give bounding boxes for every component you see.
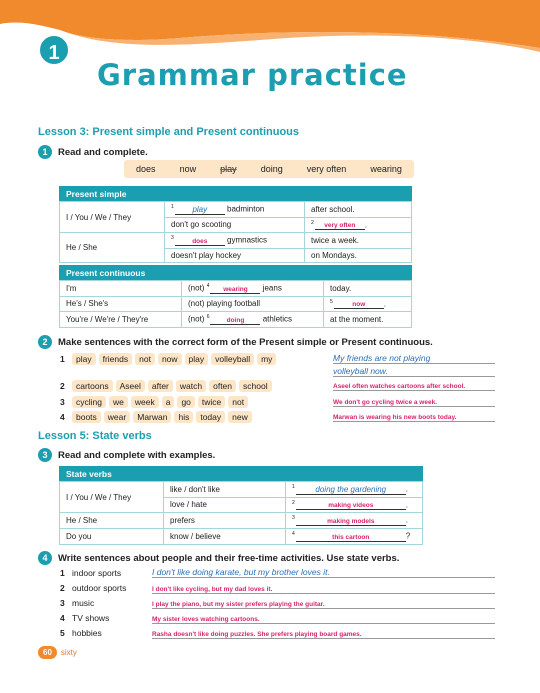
state-verbs-table [59,466,423,545]
sup: 3 [292,515,295,522]
task2-answer-1a: My friends are not playing [333,353,495,364]
task4-answer-5: Rasha doesn't like doing puzzles. She prefers playing board games. [152,631,495,639]
task3-number: 3 [38,448,52,462]
word-chip: not [135,353,155,365]
wordbank [124,160,414,178]
answer-blank: this cartoon [296,534,406,542]
item-number: 4 [60,613,65,623]
punct: ? [405,531,411,541]
adverb-cell: on Mondays. [305,248,412,262]
task3-text: Read and complete with examples. [58,449,216,461]
verb-cell: like / don't like [164,482,286,498]
sup: 3 [171,235,174,242]
verb-cell: doesn't play hockey [165,248,305,262]
task2-answer-3: We don't go cycling twice a week. [333,399,495,407]
unit-number-badge: 1 [37,33,71,67]
present-continuous-table [59,265,412,328]
answer-cell [286,497,423,513]
answer-blank: making videos [296,502,406,510]
word-chip: today [196,411,225,423]
adverb-cell [305,217,412,233]
subject-cell: He's / She's [60,296,182,312]
answer-blank: play [175,205,225,215]
task1-instruction [38,145,148,159]
word-chip: now [158,353,182,365]
word-chip: new [228,411,252,423]
answer-cell [286,528,423,544]
word-chip: after [148,380,173,392]
post-text: athletics [262,314,293,324]
task2-item-1 [60,353,279,365]
word-chip: wear [104,411,130,423]
word-chip: volleyball [211,353,254,365]
verb-cell [182,281,324,297]
table-row [60,281,412,297]
word-chip: cycling [72,396,106,408]
page-number: 60 [38,646,57,659]
word-chip: school [239,380,272,392]
sup: 1 [292,484,295,490]
answer-blank: does [175,238,225,246]
task3-instruction [38,448,215,462]
answer-blank: doing the gardening [296,485,406,495]
task2-answer-1b: volleyball now. [333,366,495,377]
verb-cell: prefers [164,513,286,529]
word-chip: twice [198,396,225,408]
word-chip: watch [176,380,206,392]
word-chip: my [257,353,276,365]
table-row [60,482,423,498]
punct: . [405,500,409,510]
lesson5-heading: Lesson 5: State verbs [38,430,152,442]
verb-cell: (not) playing football [182,296,324,312]
task4-answer-4: My sister loves watching cartoons. [152,616,495,624]
task2-instruction [38,335,433,349]
word-chip: cartoons [72,380,113,392]
word-chip: boots [72,411,101,423]
task2-answer-4: Marwan is wearing his new boots today. [333,414,495,422]
item-number: 2 [60,381,65,391]
item-number: 3 [60,598,65,608]
item-topic: music [72,598,95,608]
verb-text: badminton [227,204,265,214]
wordbank-word: very often [306,164,347,174]
sup: 4 [292,530,295,537]
table-row [60,513,423,529]
verb-cell: love / hate [164,497,286,513]
sup: 6 [206,314,210,321]
word-chip: play [72,353,96,365]
task4-answer-2: I don't like cycling, but my dad loves it. [152,586,495,594]
answer-blank: making models [296,518,406,526]
page-word: sixty [60,648,77,657]
item-number: 3 [60,397,65,407]
task2-item-2 [60,380,275,392]
punct: . [405,515,409,525]
task4-answer-3: I play the piano, but my sister prefers playing the guitar. [152,601,495,609]
pre-text: (not) [188,314,205,324]
pre-text: (not) [188,283,205,293]
verb-cell [165,202,305,218]
table-header: Present continuous [60,266,412,281]
item-topic: indoor sports [72,568,122,578]
task4-item-3 [60,598,94,608]
subject-cell: I / You / We / They [60,482,164,513]
table-row [60,296,412,312]
item-number: 2 [60,583,65,593]
task2-text: Make sentences with the correct form of the Present simple or Present continuous. [58,336,433,348]
item-number: 1 [60,568,65,578]
page-footer [38,646,77,659]
lesson3-heading: Lesson 3: Present simple and Present continuous [38,126,300,138]
verb-text: gymnastics [227,235,268,245]
subject-cell: He / She [60,233,165,263]
item-topic: hobbies [72,628,102,638]
task2-answer-2: Aseel often watches cartoons after school. [333,383,495,391]
sup: 2 [311,219,314,226]
item-topic: outdoor sports [72,583,127,593]
word-chip: Marwan [133,411,171,423]
task4-item-1 [60,568,121,578]
word-chip: not [228,396,248,408]
task4-item-4 [60,613,109,623]
answer-blank: now [334,301,384,309]
answer-cell [286,513,423,529]
subject-cell: He / She [60,513,164,529]
task4-answer-1: I don't like doing karate, but my brother loves it. [152,567,495,578]
wordbank-word-crossed: play [220,164,237,174]
answer-blank: very often [315,222,365,230]
post-text: jeans [262,283,282,293]
task4-item-2 [60,583,126,593]
task4-text: Write sentences about people and their free-time activities. Use state verbs. [58,552,400,564]
adverb-cell: twice a week. [305,233,412,249]
subject-cell: I'm [60,281,182,297]
sup: 2 [292,499,295,506]
wordbank-word: doing [260,164,283,174]
word-chip: Aseel [116,380,145,392]
punct: . [383,299,387,309]
header-banner [0,0,540,110]
table-header: Present simple [60,187,412,202]
punct: . [364,220,368,230]
word-chip: a [162,396,175,408]
task4-number: 4 [38,551,52,565]
answer-blank: doing [210,317,260,325]
time-cell: at the moment. [324,312,412,328]
table-row [60,233,412,249]
answer-cell [286,482,423,498]
item-topic: TV shows [72,613,110,623]
adverb-cell: after school. [305,202,412,218]
time-cell: today. [324,281,412,297]
wordbank-word: now [179,164,197,174]
subject-cell: You're / We're / They're [60,312,182,328]
word-chip: friends [99,353,133,365]
subject-cell: I / You / We / They [60,202,165,233]
answer-blank: wearing [210,286,260,294]
word-chip: week [131,396,159,408]
item-number: 4 [60,412,65,422]
table-header: State verbs [60,467,423,482]
sup: 5 [330,298,333,305]
wordbank-word: does [136,164,156,174]
sup: 1 [171,204,174,210]
word-chip: play [185,353,209,365]
time-cell [324,296,412,312]
word-chip: we [109,396,128,408]
verb-cell: don't go scooting [165,217,305,233]
verb-cell [165,233,305,249]
punct: . [405,484,409,494]
item-number: 5 [60,628,65,638]
verb-cell: know / believe [164,528,286,544]
task2-number: 2 [38,335,52,349]
task2-item-4 [60,411,255,423]
word-chip: often [209,380,236,392]
task1-text: Read and complete. [58,146,148,158]
task4-instruction [38,551,399,565]
sup: 4 [206,283,210,289]
task2-item-3 [60,396,251,408]
table-row [60,528,423,544]
subject-cell: Do you [60,528,164,544]
task4-item-5 [60,628,102,638]
table-row [60,202,412,218]
item-number: 1 [60,354,65,364]
wordbank-word: wearing [370,164,402,174]
task1-number: 1 [38,145,52,159]
present-simple-table [59,186,412,263]
verb-cell [182,312,324,328]
page-title: Grammar practice [97,58,408,92]
word-chip: his [174,411,193,423]
word-chip: go [177,396,194,408]
table-row [60,312,412,328]
